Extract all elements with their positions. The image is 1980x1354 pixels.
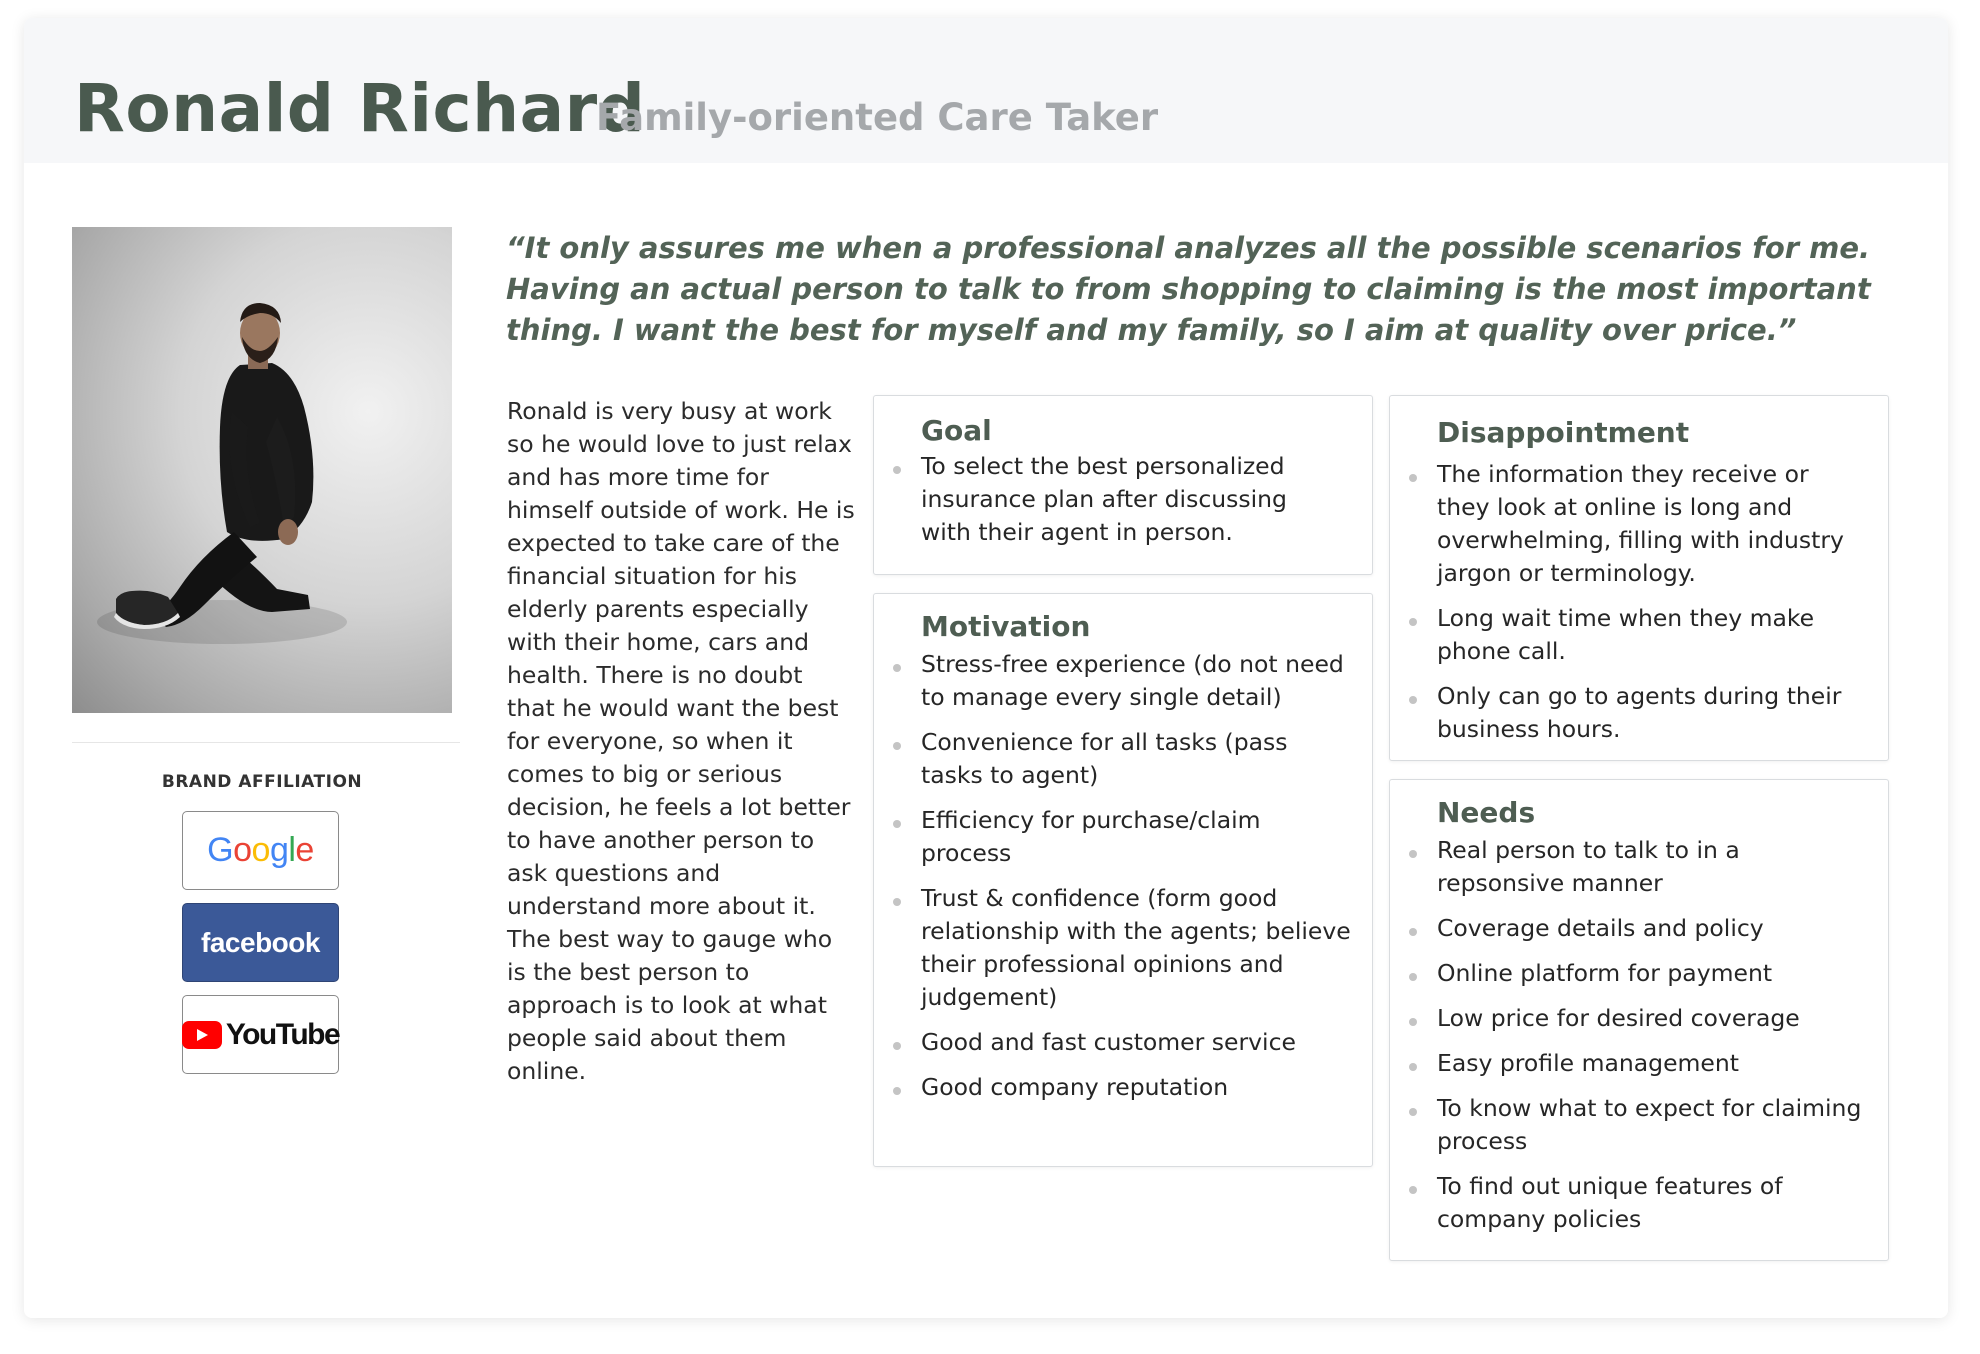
persona-header: [24, 18, 1948, 163]
list-item: To select the best personalized insurance plan after discussing with their agent in person.: [921, 450, 1341, 549]
disappointment-title: Disappointment: [1437, 416, 1690, 449]
list-item: Real person to talk to in a repsonsive manner: [1437, 834, 1867, 900]
divider: [72, 742, 460, 743]
youtube-play-icon: [182, 1021, 222, 1049]
needs-list: [1437, 834, 1867, 1248]
facebook-logo[interactable]: [182, 903, 339, 982]
youtube-logo-text: YouTube: [225, 1017, 340, 1051]
list-item: To know what to expect for claiming process: [1437, 1092, 1867, 1158]
motivation-list: [921, 648, 1351, 1116]
list-item: Good and fast customer service: [921, 1026, 1351, 1059]
persona-name: Ronald Richard: [74, 70, 646, 147]
list-item: Easy profile management: [1437, 1047, 1867, 1080]
persona-photo: [72, 227, 452, 713]
brand-affiliation-label: BRAND AFFILIATION: [161, 772, 363, 792]
google-logo[interactable]: [182, 811, 339, 890]
list-item: Trust & confidence (form good relationship with the agents; believe their professional opinions and judgement): [921, 882, 1351, 1014]
list-item: The information they receive or they look at online is long and overwhelming, filling with industry jargon or terminology.: [1437, 458, 1867, 590]
motivation-title: Motivation: [921, 610, 1091, 643]
list-item: Only can go to agents during their business hours.: [1437, 680, 1867, 746]
list-item: Online platform for payment: [1437, 957, 1867, 990]
list-item: Long wait time when they make phone call.: [1437, 602, 1867, 668]
disappointment-list: [1437, 458, 1867, 758]
list-item: Good company reputation: [921, 1071, 1351, 1104]
list-item: Stress-free experience (do not need to manage every single detail): [921, 648, 1351, 714]
list-item: Low price for desired coverage: [1437, 1002, 1867, 1035]
needs-section: [1389, 779, 1889, 1261]
list-item: Coverage details and policy: [1437, 912, 1867, 945]
persona-role: Family-oriented Care Taker: [596, 96, 1159, 139]
goal-list: [921, 450, 1341, 561]
google-logo-text: Google: [207, 831, 314, 869]
list-item: Convenience for all tasks (pass tasks to agent): [921, 726, 1351, 792]
persona-bio: Ronald is very busy at work so he would love to just relax and has more time for himself outside of work. He is expected to take care of the financial situation for his elderly parents especially with their home, cars and health. There is no doubt that he would want the best for everyone, so when it comes to big or serious decision, he feels a lot better to have another person to ask questions and understand more about it. The best way to gauge who is the best person to approach is to look at what people said about them online.: [507, 397, 855, 1085]
list-item: To find out unique features of company policies: [1437, 1170, 1867, 1236]
facebook-logo-text: facebook: [201, 926, 320, 958]
persona-quote: “It only assures me when a professional analyzes all the possible scenarios for me. Having an actual person to talk to from shopping to claiming is the most important thing. I want the best for myself and my family, so I aim at quality over price.”: [506, 231, 1871, 347]
persona-card: [24, 18, 1948, 1318]
goal-section: [873, 395, 1373, 575]
needs-title: Needs: [1437, 796, 1536, 829]
youtube-logo[interactable]: [182, 995, 339, 1074]
motivation-section: [873, 593, 1373, 1167]
list-item: Efficiency for purchase/claim process: [921, 804, 1351, 870]
goal-title: Goal: [921, 414, 992, 447]
disappointment-section: [1389, 395, 1889, 761]
